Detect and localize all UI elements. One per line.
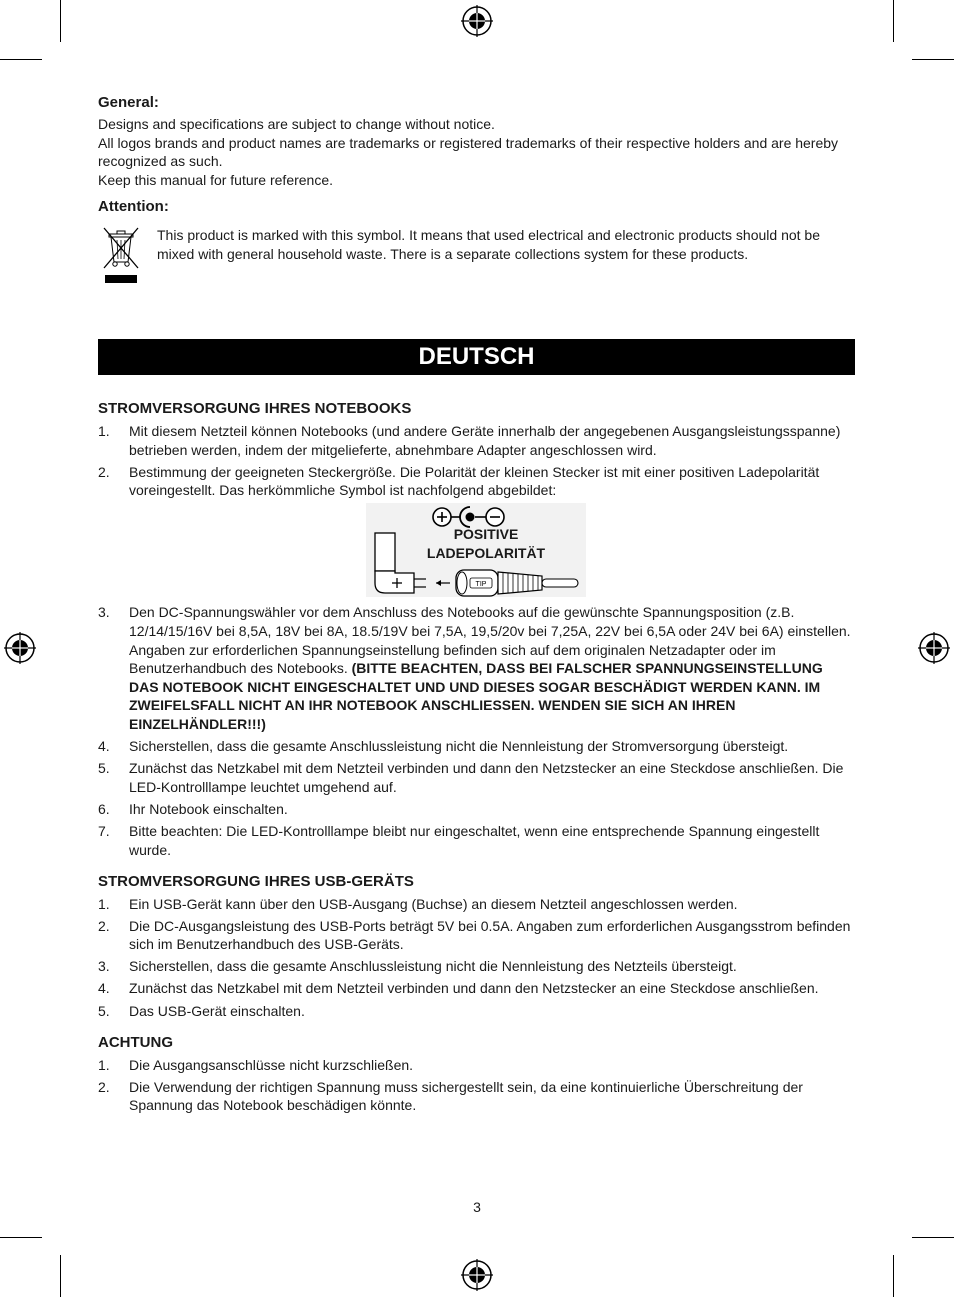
registration-mark-icon [460,1258,494,1292]
list-item: 5. Zunächst das Netzkabel mit dem Netzteil verbinden und dann den Netzstecker an eine Steckdose anschließen. Die LED-Kontrolllampe leuchtet umgehend auf. [98,760,844,795]
list-item: 6. Ihr Notebook einschalten. [98,800,288,817]
voltage-warning: (BITTE BEACHTEN, DASS BEI FALSCHER SPANNUNGSEINSTELLUNG DAS NOTEBOOK NICHT EINGESCHALTET UND UND DIESES SOGAR BESCHÄDIGT WERDEN KANN. IM ZWEIFELSFALL NICHT AN IHR NOTEBOOK ANSCHLIESSEN. WENDEN SIE SICH AN IHREN EINZELHÄNDLER!!!) [129,660,823,732]
polarity-label-line2: LADEPOLARITÄT [426,545,546,562]
list-item: 3. Den DC-Spannungswähler vor dem Anschluss des Notebooks auf die gewünschte Spannungsposition (z.B. 12/14/15/16V bei 8,5A, 18V bei 8A, 18.5/19V bei 7,5A, 19,5/20v bei 7,25A, 22V bei 6,5A oder 24V bei 6A) einstellen. Angaben zur erforderlichen Spannungseinstellung befinden sich auf dem originalen Netzadapter oder im Benutzerhandbuch des Notebooks. (BITTE BEACHTEN, DASS BEI FALSCHER SPANNUNGSEINSTELLUNG DAS NOTEBOOK NICHT EINGESCHALTET UND UND DIESES SOGAR BESCHÄDIGT WERDEN KANN. IM ZWEIFELSFALL NICHT AN IHR NOTEBOOK ANSCHLIESSEN. WENDEN SIE SICH AN IHREN EINZELHÄNDLER!!!) [98,604,851,732]
general-line: All logos brands and product names are trademarks or registered trademarks of their respective holders and are hereby recognized as such. [98,134,839,170]
general-line: Keep this manual for future reference. [98,171,334,188]
registration-mark-icon [3,631,37,665]
list-item: 2. Die DC-Ausgangsleistung des USB-Ports beträgt 5V bei 0.5A. Angaben zum erforderlichen Ausgangsstrom befinden sich im Benutzerhandbuch des USB-Geräts. [98,917,851,953]
crop-mark [0,59,42,60]
achtung-heading: ACHTUNG [98,1033,173,1051]
general-section [98,94,855,286]
weee-crossed-bin-icon [103,226,139,284]
achtung-list [98,1056,855,1115]
list-item: 1. Die Ausgangsanschlüsse nicht kurzschließen. [98,1056,414,1073]
page-number: 3 [473,1199,481,1215]
general-heading: General: [98,94,159,111]
attention-heading: Attention: [98,198,169,216]
crop-mark [60,1255,61,1297]
polarity-label-line1: POSITIVE [453,526,519,543]
notebook-heading: STROMVERSORGUNG IHRES NOTEBOOKS [98,400,412,417]
polarity-figure [98,503,855,597]
registration-mark-icon [460,4,494,38]
notebook-list [98,422,855,500]
list-item: 2. Bestimmung der geeigneten Steckergröße. Die Polarität der kleinen Stecker ist mit einer positiven Ladepolarität voreingestellt. Das herkömmliche Symbol ist nachfolgend abgebildet: [98,463,820,499]
crop-mark [893,1255,894,1297]
crop-mark [60,0,61,42]
list-item: 3. Sicherstellen, dass die gesamte Anschlussleistung nicht die Nennleistung des Netzteils übersteigt. [98,958,737,975]
usb-heading: STROMVERSORGUNG IHRES USB-GERÄTS [98,872,414,890]
crop-mark [912,1237,954,1238]
list-item: 1. Ein USB-Gerät kann über den USB-Ausgang (Buchse) an diesem Netzteil angeschlossen werden. [98,895,738,912]
list-item: 4. Sicherstellen, dass die gesamte Anschlussleistung nicht die Nennleistung der Stromversorgung übersteigt. [98,738,789,755]
list-item: 2. Die Verwendung der richtigen Spannung muss sichergestellt sein, da eine kontinuierliche Überschreitung der Spannung das Notebook beschädigen könnte. [98,1078,803,1114]
registration-mark-icon [917,631,951,665]
list-item: 7. Bitte beachten: Die LED-Kontrolllampe bleibt nur eingeschaltet, wenn eine entsprechende Spannung eingestellt wurde. [98,822,820,858]
plug-tip-label: TIP [475,581,487,589]
list-item: 4. Zunächst das Netzkabel mit dem Netzteil verbinden und dann den Netzstecker an eine Steckdose anschließen. [98,980,819,997]
crop-mark [912,59,954,60]
list-item: 5. Das USB-Gerät einschalten. [98,1002,305,1019]
main-content [98,400,855,1118]
list-item: 1. Mit diesem Netzteil können Notebooks (und andere Geräte innerhalb der angegebenen Ausgangsleistungsspanne) betrieben werden, indem der mitgelieferte, abnehmbare Adapter angeschlossen wird. [98,423,841,458]
usb-list [98,895,855,1021]
notebook-list-continued [98,603,855,859]
attention-block [98,226,855,286]
language-banner: DEUTSCH [98,339,855,375]
general-line: Designs and specifications are subject to change without notice. [98,116,495,132]
crop-mark [0,1237,42,1238]
crop-mark [893,0,894,42]
attention-text: This product is marked with this symbol. It means that used electrical and electronic products should not be mixed with general household waste. There is a separate collections system for these products. [157,227,820,262]
